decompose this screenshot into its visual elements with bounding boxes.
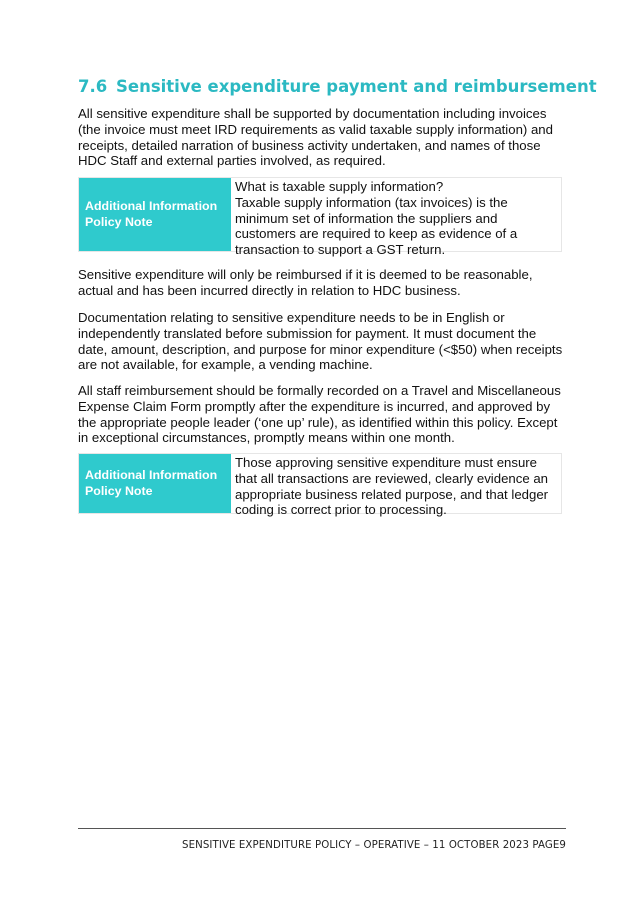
- footer-divider: [78, 828, 566, 829]
- policy-note-question: What is taxable supply information?: [235, 179, 444, 194]
- section-number: 7.6: [78, 77, 108, 96]
- policy-note-body: [231, 178, 561, 258]
- policy-note-label: Additional Information Policy Note: [79, 454, 231, 513]
- section-heading: [78, 77, 597, 96]
- policy-note-text: Taxable supply information (tax invoices) is the minimum set of information the suppliers and customers are required to keep as evidence of a transaction to support a GST return.: [235, 194, 518, 258]
- page-footer: SENSITIVE EXPENDITURE POLICY – OPERATIVE – 11 OCTOBER 2023 PAGE9: [182, 840, 566, 851]
- policy-note-body: [231, 454, 561, 518]
- policy-note-taxable-supply: [78, 177, 562, 258]
- policy-note-text: Those approving sensitive expenditure must ensure that all transactions are reviewed, clearly evidence an appropriate business related purpose, and that ledger coding is correct prior to processing.: [235, 455, 549, 518]
- policy-note-approvers: [78, 453, 562, 518]
- policy-note-label: Additional Information Policy Note: [79, 178, 231, 251]
- paragraph-documentation: All sensitive expenditure shall be supported by documentation including invoices (the invoice must meet IRD requirements as valid taxable supply information) and receipts, detailed narration of business activity undertaken, and names of those HDC Staff and external parties involved, as required.: [78, 106, 553, 169]
- section-title: Sensitive expenditure payment and reimbursement: [116, 77, 597, 96]
- paragraph-reimbursement: Sensitive expenditure will only be reimbursed if it is deemed to be reasonable, actual and has been incurred directly in relation to HDC business.: [78, 267, 533, 298]
- paragraph-claim-form: All staff reimbursement should be formally recorded on a Travel and Miscellaneous Expense Claim Form promptly after the expenditure is incurred, and approved by the appropriate people leader (‘one up’ rule), as identified within this policy. Except in exceptional circumstances, promptly means within one month.: [78, 383, 561, 446]
- paragraph-english-documentation: Documentation relating to sensitive expenditure needs to be in English or independently translated before submission for payment. It must document the date, amount, description, and purpose for minor expenditure (<$50) when receipts are not available, for example, a vending machine.: [78, 310, 563, 373]
